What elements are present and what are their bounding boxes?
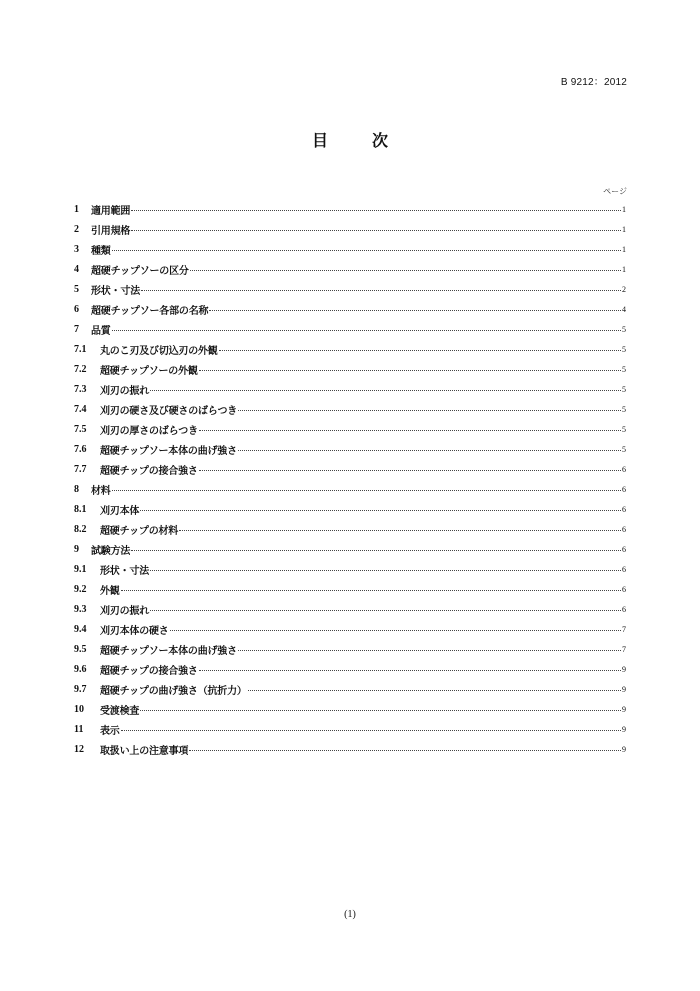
toc-entry-page: 5: [622, 384, 626, 394]
toc-entry-page: 5: [622, 444, 626, 454]
toc-leader-dots: [189, 750, 621, 751]
toc-entry-title: 超硬チップの曲げ強さ（抗折力）: [100, 685, 247, 697]
toc-entry-number: 7.2: [74, 363, 87, 375]
toc-entry-number: 5: [74, 283, 79, 295]
toc-leader-dots: [112, 490, 621, 491]
toc-entry-title: 取扱い上の注意事項: [100, 745, 189, 757]
toc-entry-number: 7.7: [74, 463, 87, 475]
toc-entry-page: 5: [622, 424, 626, 434]
toc-entry-number: 1: [74, 203, 79, 215]
toc-entry: [74, 619, 626, 639]
toc-entry-page: 7: [622, 644, 626, 654]
toc-entry: [74, 239, 626, 259]
toc-entry-number: 7.6: [74, 443, 87, 455]
toc-entry: [74, 519, 626, 539]
toc-leader-dots: [131, 210, 621, 211]
toc-entry-title: 超硬チップソー各部の名称: [91, 305, 209, 317]
toc-entry-title: 品質: [91, 325, 111, 337]
toc-entry-number: 12: [74, 743, 84, 755]
toc-entry-title: 引用規格: [91, 225, 131, 237]
toc-leader-dots: [199, 470, 621, 471]
toc-leader-dots: [199, 370, 621, 371]
toc-entry-page: 9: [622, 684, 626, 694]
toc-entry-number: 7.3: [74, 383, 87, 395]
toc-entry: [74, 259, 626, 279]
toc-entry-title: 刈刃本体: [100, 505, 140, 517]
toc-leader-dots: [131, 230, 621, 231]
page-number: (1): [344, 909, 356, 920]
toc-leader-dots: [150, 570, 621, 571]
toc-entry-title: 超硬チップの接合強さ: [100, 665, 198, 677]
toc-entry-page: 1: [622, 224, 626, 234]
toc-entry-title: 試験方法: [91, 545, 131, 557]
toc-entry-page: 7: [622, 624, 626, 634]
toc-leader-dots: [150, 390, 621, 391]
toc-entry-number: 9.6: [74, 663, 87, 675]
toc-entry-page: 9: [622, 724, 626, 734]
toc-leader-dots: [238, 650, 621, 651]
toc-entry-page: 6: [622, 604, 626, 614]
toc-entry-page: 4: [622, 304, 626, 314]
toc-entry-title: 受渡検査: [100, 705, 140, 717]
toc-entry-number: 9.2: [74, 583, 87, 595]
toc-entry-page: 5: [622, 404, 626, 414]
toc-entry-page: 1: [622, 244, 626, 254]
toc-entry-title: 超硬チップソーの外観: [100, 365, 198, 377]
toc-entry-number: 9.3: [74, 603, 87, 615]
toc-entry: [74, 199, 626, 219]
toc-entry-title: 超硬チップソー本体の曲げ強さ: [100, 645, 237, 657]
toc-entry-page: 5: [622, 364, 626, 374]
toc-entry-page: 6: [622, 564, 626, 574]
toc-entry: [74, 699, 626, 719]
toc-entry-title: 適用範囲: [91, 205, 131, 217]
toc-entry-number: 6: [74, 303, 79, 315]
toc-leader-dots: [112, 330, 621, 331]
toc-entry-title: 刈刃本体の硬さ: [100, 625, 169, 637]
page-title: 目 次: [311, 131, 402, 150]
toc-entry-title: 刈刃の振れ: [100, 605, 149, 617]
toc-entry-page: 6: [622, 464, 626, 474]
toc-leader-dots: [121, 730, 621, 731]
toc-entry-page: 1: [622, 264, 626, 274]
toc-entry: [74, 479, 626, 499]
toc-entry-title: 種類: [91, 245, 111, 257]
toc-entry-number: 9: [74, 543, 79, 555]
toc-entry-number: 10: [74, 703, 84, 715]
toc-entry-page: 2: [622, 284, 626, 294]
toc-entry: [74, 559, 626, 579]
toc-leader-dots: [121, 590, 621, 591]
toc-entry-title: 超硬チップの接合強さ: [100, 465, 198, 477]
toc-leader-dots: [190, 270, 621, 271]
toc-leader-dots: [238, 450, 621, 451]
toc-entry-page: 9: [622, 744, 626, 754]
toc-entry-page: 5: [622, 324, 626, 334]
toc-entry-number: 7.4: [74, 403, 87, 415]
toc-entry-title: 外観: [100, 585, 120, 597]
toc-entry-title: 表示: [100, 725, 120, 737]
toc-entry-number: 7.1: [74, 343, 87, 355]
toc-entry-number: 9.1: [74, 563, 87, 575]
toc-entry-title: 刈刃の硬さ及び硬さのばらつき: [100, 405, 238, 417]
toc-entry: [74, 279, 626, 299]
toc-entry-number: 2: [74, 223, 79, 235]
toc-entry: [74, 379, 626, 399]
toc-entry-title: 刈刃の振れ: [100, 385, 149, 397]
toc-leader-dots: [140, 710, 621, 711]
toc-entry: [74, 579, 626, 599]
toc-leader-dots: [170, 630, 621, 631]
toc-entry: [74, 659, 626, 679]
toc-entry-number: 3: [74, 243, 79, 255]
toc-entry: [74, 339, 626, 359]
page-column-label: ページ: [603, 187, 627, 196]
toc-leader-dots: [238, 410, 621, 411]
toc-entry: [74, 719, 626, 739]
toc-entry: [74, 739, 626, 759]
toc-entry: [74, 499, 626, 519]
toc-entry-title: 刈刃の厚さのばらつき: [100, 425, 198, 437]
toc-leader-dots: [209, 310, 621, 311]
toc-entry: [74, 459, 626, 479]
toc-entry-page: 6: [622, 504, 626, 514]
toc-entry-title: 超硬チップソー本体の曲げ強さ: [100, 445, 237, 457]
toc-entry-page: 6: [622, 584, 626, 594]
toc-entry: [74, 599, 626, 619]
document-code: B 9212：2012: [560, 77, 627, 88]
toc-leader-dots: [140, 510, 621, 511]
toc-leader-dots: [179, 530, 621, 531]
toc-entry-page: 9: [622, 664, 626, 674]
toc-entry-number: 8: [74, 483, 79, 495]
toc-entry-number: 8.2: [74, 523, 87, 535]
toc-entry-page: 5: [622, 344, 626, 354]
toc-entry-title: 超硬チップソーの区分: [91, 265, 189, 277]
toc-entry-number: 7: [74, 323, 79, 335]
toc-entry: [74, 299, 626, 319]
toc-entry-number: 4: [74, 263, 79, 275]
toc-entry-number: 8.1: [74, 503, 87, 515]
toc-entry: [74, 359, 626, 379]
toc-leader-dots: [150, 610, 621, 611]
toc-entry: [74, 319, 626, 339]
toc-entry-number: 9.4: [74, 623, 87, 635]
toc-entry-number: 11: [74, 723, 84, 735]
toc-entry-page: 9: [622, 704, 626, 714]
toc-entry-number: 9.5: [74, 643, 87, 655]
toc-entry: [74, 539, 626, 559]
toc-entry-number: 9.7: [74, 683, 87, 695]
toc-entry: [74, 439, 626, 459]
toc-entry-title: 材料: [91, 485, 111, 497]
toc-entry-page: 1: [622, 204, 626, 214]
toc-entry-page: 6: [622, 484, 626, 494]
toc-leader-dots: [131, 550, 621, 551]
toc-leader-dots: [141, 290, 621, 291]
toc-entry: [74, 639, 626, 659]
toc-entry-title: 超硬チップの材料: [100, 525, 179, 537]
toc-leader-dots: [199, 430, 621, 431]
toc-leader-dots: [199, 670, 621, 671]
toc-entry-title: 形状・寸法: [100, 565, 149, 577]
toc-entry-number: 7.5: [74, 423, 87, 435]
toc-leader-dots: [248, 690, 621, 691]
table-of-contents: [74, 199, 626, 759]
toc-entry-title: 形状・寸法: [91, 285, 140, 297]
toc-entry-title: 丸のこ刃及び切込刃の外観: [100, 345, 218, 357]
toc-entry: [74, 419, 626, 439]
toc-leader-dots: [219, 350, 621, 351]
toc-entry: [74, 399, 626, 419]
toc-entry-page: 6: [622, 544, 626, 554]
toc-entry: [74, 219, 626, 239]
toc-entry: [74, 679, 626, 699]
toc-leader-dots: [112, 250, 621, 251]
toc-entry-page: 6: [622, 524, 626, 534]
